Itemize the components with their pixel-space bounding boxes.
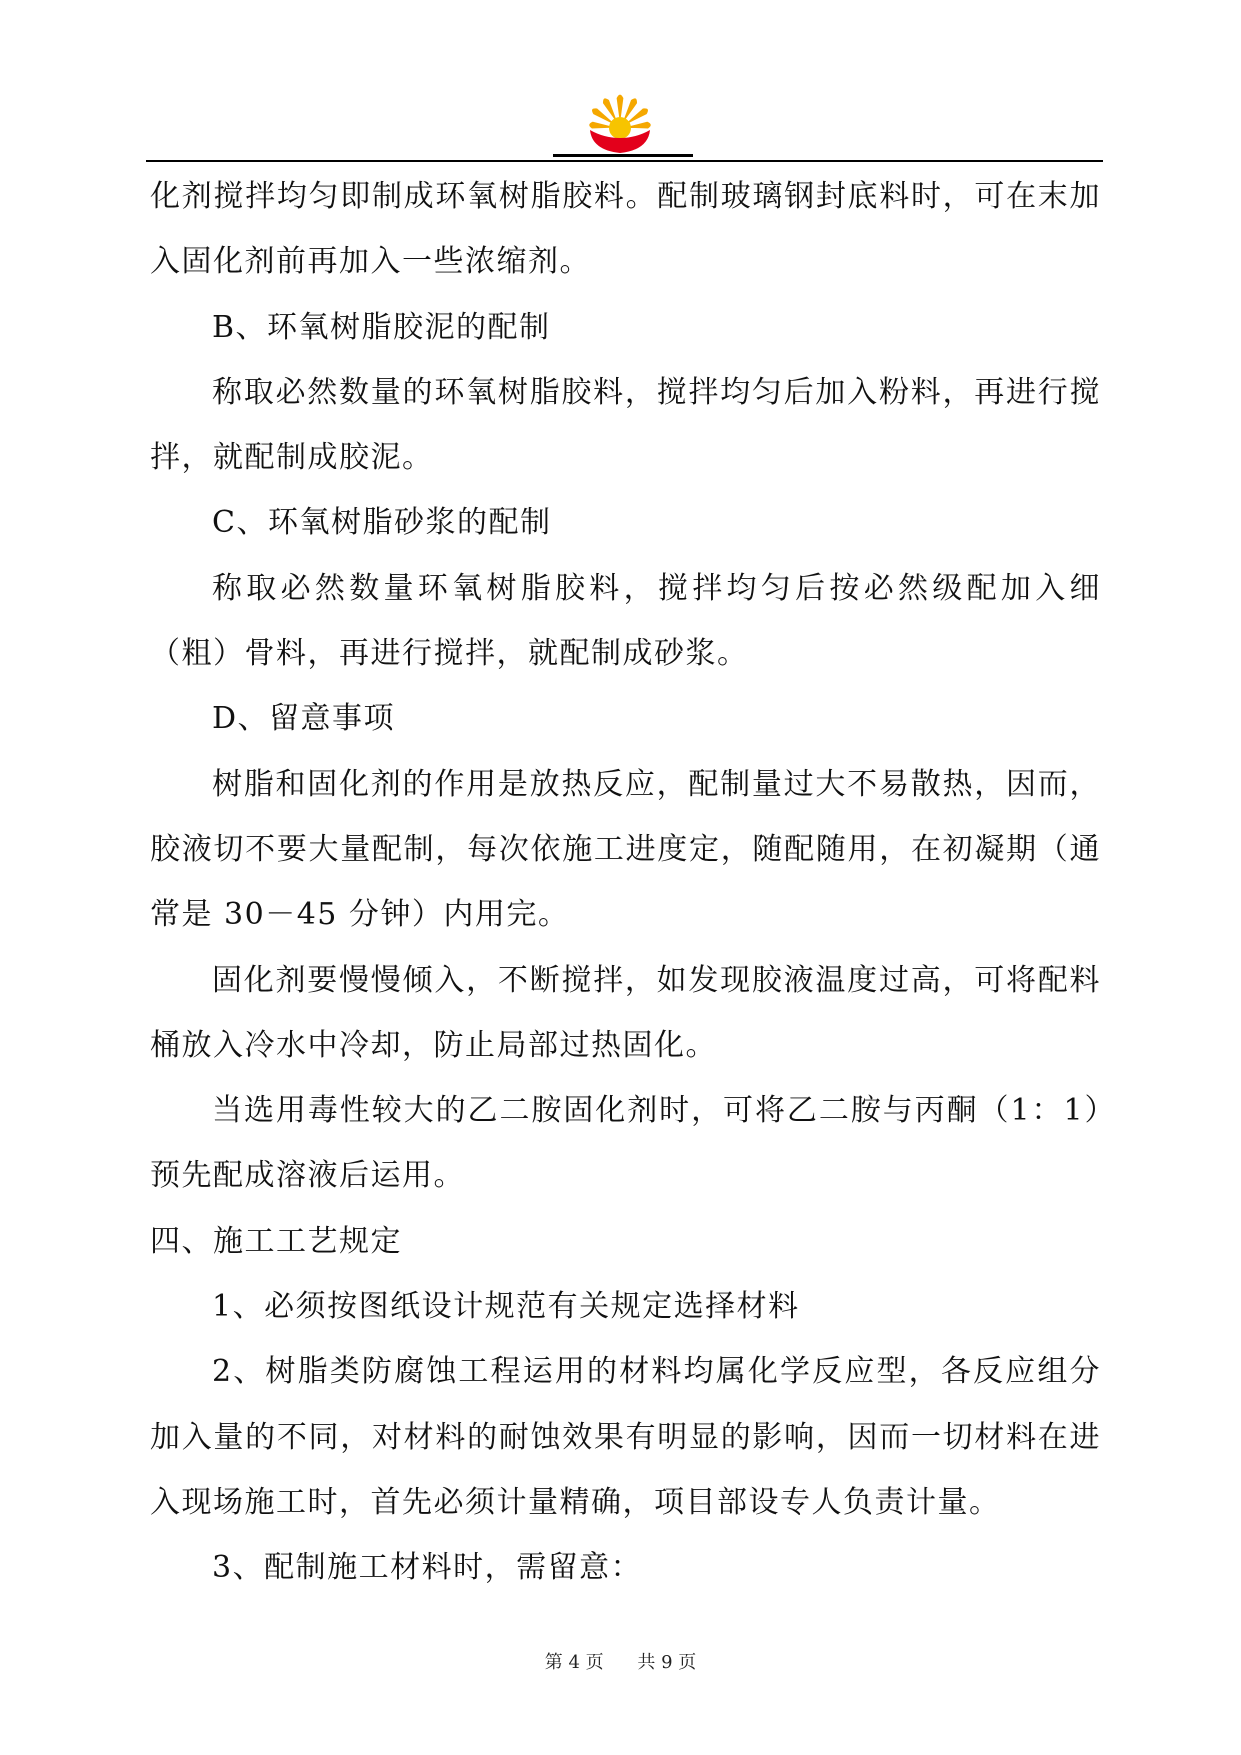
logo-underline [553, 154, 693, 157]
header-rule [146, 160, 1103, 162]
paragraph: 化剂搅拌均匀即制成环氧树脂胶料。配制玻璃钢封底料时，可在末加入固化剂前再加入一些浓缩剂。 [150, 179, 1101, 280]
document-body [150, 164, 1101, 1601]
page-header [0, 0, 1241, 165]
section-heading-c: C、环氧树脂砂浆的配制 [212, 505, 552, 541]
section-heading-d: D、留意事项 [212, 701, 396, 737]
list-item: 1、必须按图纸设计规范有关规定选择材料 [212, 1289, 800, 1325]
page-number-current: 第 4 页 [544, 1652, 604, 1673]
section-heading-four: 四、施工工艺规定 [150, 1223, 402, 1259]
page-number-total: 共 9 页 [637, 1652, 697, 1673]
paragraph: 当选用毒性较大的乙二胺固化剂时，可将乙二胺与丙酮（1：1）预先配成溶液后运用。 [150, 1093, 1101, 1194]
paragraph: 树脂和固化剂的作用是放热反应，配制量过大不易散热，因而，胶液切不要大量配制，每次依施工进度定，随配随用，在初凝期（通常是 30－45 分钟）内用完。 [150, 766, 1101, 933]
list-item: 2、树脂类防腐蚀工程运用的材料均属化学反应型，各反应组分加入量的不同，对材料的耐蚀效果有明显的影响，因而一切材料在进入现场施工时，首先必须计量精确，项目部设专人负责计量。 [150, 1354, 1101, 1520]
paragraph: 称取必然数量环氧树脂胶料，搅拌均匀后按必然级配加入细（粗）骨料，再进行搅拌，就配制成砂浆。 [150, 570, 1101, 672]
section-heading-b: B、环氧树脂胶泥的配制 [212, 309, 551, 345]
paragraph: 固化剂要慢慢倾入，不断搅拌，如发现胶液温度过高，可将配料桶放入冷水中冷却，防止局部过热固化。 [150, 962, 1101, 1063]
page-footer [0, 1648, 1241, 1674]
petrochina-logo-icon [585, 86, 655, 154]
list-item: 3、配制施工材料时，需留意： [212, 1550, 643, 1586]
paragraph: 称取必然数量的环氧树脂胶料，搅拌均匀后加入粉料，再进行搅拌，就配制成胶泥。 [150, 374, 1101, 476]
